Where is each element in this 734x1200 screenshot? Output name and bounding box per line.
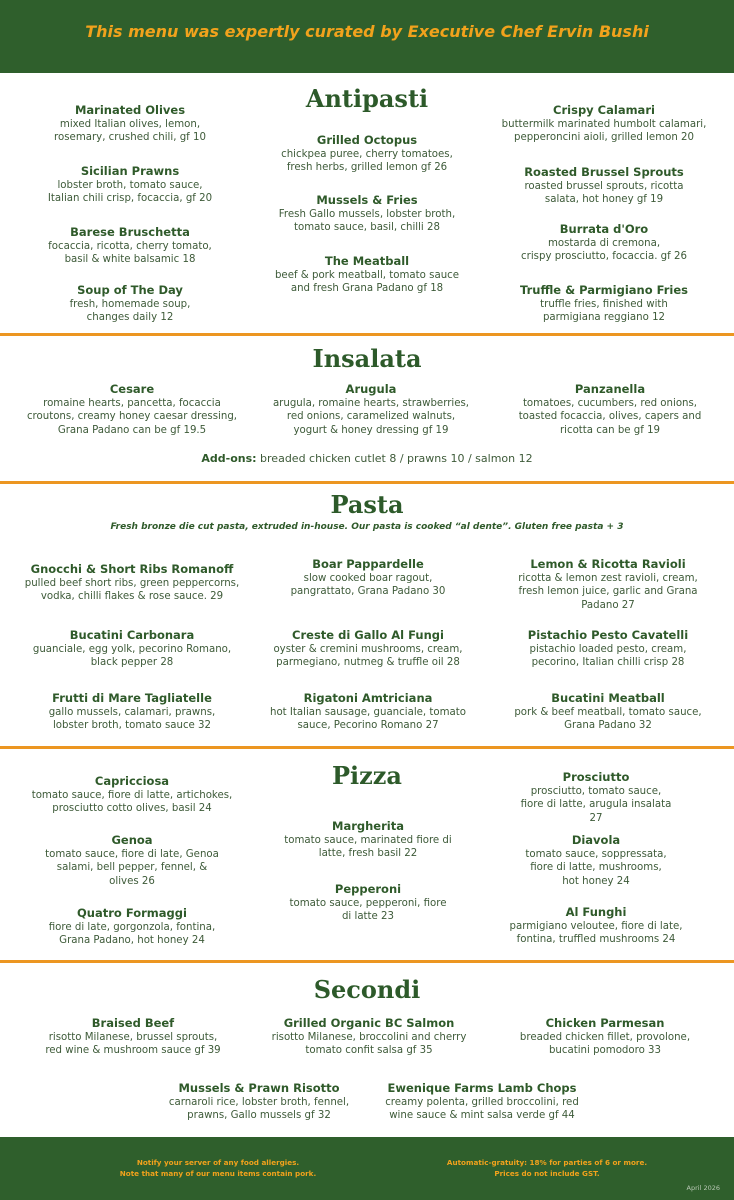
section-title-secondi: Secondi — [313, 975, 421, 1004]
item-name: Barese Bruschetta — [70, 225, 190, 239]
menu-item — [252, 254, 482, 296]
item-desc: buttermilk marinated humbolt calamari, pepperoncini aioli, grilled lemon 20 — [501, 119, 707, 144]
item-name: Bucatini Meatball — [551, 691, 665, 705]
addons-line — [0, 452, 734, 465]
menu-item — [12, 562, 252, 604]
menu-item — [136, 1081, 382, 1123]
item-name: Creste di Gallo Al Fungi — [292, 628, 444, 642]
item-desc: fiore di late, gorgonzola, fontina, Grana Padano, hot honey 24 — [48, 922, 216, 947]
item-name: Chicken Parmesan — [545, 1016, 665, 1030]
item-desc: tomato sauce, marinated fiore di latte, fresh basil 22 — [284, 835, 452, 860]
item-desc: mostarda di cremona, crispy prosciutto, focaccia. gf 26 — [521, 238, 687, 263]
item-name: Grilled Octopus — [316, 133, 418, 147]
item-desc: tomato sauce, soppressata, fiore di latte, mushrooms, hot honey 24 — [525, 849, 667, 887]
item-name: Boar Pappardelle — [312, 557, 424, 571]
menu-item — [252, 193, 482, 235]
pasta-note: Fresh bronze die cut pasta, extruded in-house. Our pasta is cooked “al dente”. Gluten free pasta + 3 — [110, 522, 624, 532]
section-title-antipasti: Antipasti — [305, 84, 429, 113]
menu-item — [18, 1016, 248, 1058]
item-desc: pulled beef short ribs, green peppercorns, vodka, chilli flakes & rose sauce. 29 — [24, 578, 240, 603]
item-desc: arugula, romaine hearts, strawberries, red onions, caramelized walnuts, yogurt & honey dressing gf 19 — [272, 398, 470, 436]
menu-item — [12, 382, 252, 437]
item-name: Cesare — [109, 382, 155, 396]
item-desc: roasted brussel sprouts, ricotta salata, hot honey gf 19 — [524, 181, 684, 206]
item-desc: romaine hearts, pancetta, focaccia croutons, creamy honey caesar dressing, Grana Padano can be gf 19.5 — [26, 398, 238, 436]
section-title-pizza: Pizza — [332, 761, 402, 790]
addons-text: breaded chicken cutlet 8 / prawns 10 / salmon 12 — [260, 452, 533, 465]
item-name: Panzanella — [574, 382, 646, 396]
item-name: Grilled Organic BC Salmon — [283, 1016, 455, 1030]
item-desc: fresh, homemade soup, changes daily 12 — [69, 299, 191, 324]
item-name: Diavola — [571, 833, 621, 847]
item-desc: gallo mussels, calamari, prawns, lobster broth, tomato sauce 32 — [48, 707, 216, 732]
item-name: Ewenique Farms Lamb Chops — [387, 1081, 577, 1095]
gratuity-notice: Automatic-gratuity: 18% for parties of 6 or more. Prices do not include GST. — [446, 1158, 648, 1178]
section-title-pasta: Pasta — [330, 490, 404, 519]
menu-item — [492, 628, 724, 670]
allergy-notice: Notify your server of any food allergies. Note that many of our menu items contain pork. — [119, 1158, 317, 1178]
item-name: Sicilian Prawns — [80, 164, 180, 178]
section-divider — [0, 481, 734, 484]
header-banner — [0, 0, 734, 73]
menu-item — [364, 1081, 600, 1123]
footer-banner — [0, 1137, 734, 1200]
item-name: Mussels & Prawn Risotto — [178, 1081, 340, 1095]
menu-item — [490, 1016, 720, 1058]
item-name: Mussels & Fries — [316, 193, 418, 207]
item-desc: ricotta & lemon zest ravioli, cream, fresh lemon juice, garlic and Grana Padano 27 — [518, 573, 698, 611]
item-name: Braised Beef — [91, 1016, 175, 1030]
menu-item — [20, 225, 240, 267]
section-divider — [0, 960, 734, 963]
item-desc: slow cooked boar ragout, pangrattato, Grana Padano 30 — [290, 573, 446, 598]
item-name: Genoa — [111, 833, 153, 847]
item-desc: Fresh Gallo mussels, lobster broth, tomato sauce, basil, chilli 28 — [278, 209, 456, 234]
menu-item — [492, 557, 724, 612]
menu-item — [490, 905, 702, 947]
item-name: Quatro Formaggi — [77, 906, 187, 920]
item-name: The Meatball — [324, 254, 410, 268]
item-name: Soup of The Day — [77, 283, 183, 297]
menu-item — [254, 691, 482, 733]
menu-item — [272, 882, 464, 924]
item-desc: pistachio loaded pesto, cream, pecorino, Italian chilli crisp 28 — [529, 644, 687, 669]
item-name: Crispy Calamari — [553, 103, 655, 117]
item-desc: tomatoes, cucumbers, red onions, toasted focaccia, olives, capers and ricotta can be gf 19 — [518, 398, 702, 436]
item-name: Lemon & Ricotta Ravioli — [530, 557, 686, 571]
item-desc: mixed Italian olives, lemon, rosemary, crushed chili, gf 10 — [54, 119, 206, 144]
menu-item — [488, 222, 720, 264]
item-name: Pistachio Pesto Cavatelli — [527, 628, 689, 642]
item-desc: creamy polenta, grilled broccolini, red wine sauce & mint salsa verde gf 44 — [385, 1097, 579, 1122]
item-name: Prosciutto — [562, 770, 630, 784]
menu-item — [20, 164, 240, 206]
item-desc: pork & beef meatball, tomato sauce, Grana Padano 32 — [514, 707, 702, 732]
menu-item — [252, 133, 482, 175]
header-text: This menu was expertly curated by Executive Chef Ervin Bushi — [85, 22, 649, 41]
menu-item — [254, 1016, 484, 1058]
menu-item — [494, 382, 726, 437]
item-desc: tomato sauce, fiore di latte, artichokes, prosciutto cotto olives, basil 24 — [31, 790, 233, 815]
item-desc: parmigiano veloutee, fiore di late, fontina, truffled mushrooms 24 — [509, 921, 683, 946]
section-divider — [0, 333, 734, 336]
item-name: Frutti di Mare Tagliatelle — [52, 691, 212, 705]
section-title-insalata: Insalata — [312, 344, 422, 373]
item-name: Arugula — [345, 382, 397, 396]
item-desc: risotto Milanese, brussel sprouts, red wine & mushroom sauce gf 39 — [45, 1032, 221, 1057]
item-desc: lobster broth, tomato sauce, Italian chili crisp, focaccia, gf 20 — [47, 180, 213, 205]
menu-item — [254, 628, 482, 670]
item-desc: guanciale, egg yolk, pecorino Romano, black pepper 28 — [32, 644, 232, 669]
menu-item — [272, 819, 464, 861]
menu-item — [30, 833, 234, 888]
item-desc: tomato sauce, fiore di late, Genoa salami, bell pepper, fennel, & olives 26 — [45, 849, 219, 887]
item-desc: truffle fries, finished with parmigiana reggiano 12 — [540, 299, 668, 324]
menu-item — [12, 774, 252, 816]
menu-item — [488, 283, 720, 325]
item-name: Roasted Brussel Sprouts — [524, 165, 684, 179]
section-divider — [0, 746, 734, 749]
item-desc: carnaroli rice, lobster broth, fennel, prawns, Gallo mussels gf 32 — [168, 1097, 350, 1122]
item-name: Pepperoni — [334, 882, 402, 896]
item-name: Marinated Olives — [74, 103, 186, 117]
menu-date: April 2026 — [686, 1184, 720, 1192]
item-name: Truffle & Parmigiano Fries — [520, 283, 688, 297]
menu-item — [488, 165, 720, 207]
item-name: Burrata d'Oro — [559, 222, 649, 236]
menu-item — [256, 382, 486, 437]
menu-item — [12, 691, 252, 733]
item-name: Capricciosa — [94, 774, 170, 788]
item-desc: prosciutto, tomato sauce, fiore di latte, arugula insalata 27 — [520, 786, 672, 824]
item-name: Margherita — [332, 819, 404, 833]
item-name: Al Funghi — [565, 905, 627, 919]
item-desc: beef & pork meatball, tomato sauce and fresh Grana Padano gf 18 — [274, 270, 460, 295]
menu-item — [496, 833, 696, 888]
addons-label: Add-ons: — [201, 452, 257, 465]
item-desc: breaded chicken fillet, provolone, bucatini pomodoro 33 — [519, 1032, 691, 1057]
item-name: Bucatini Carbonara — [69, 628, 195, 642]
menu-item — [20, 283, 240, 325]
item-desc: focaccia, ricotta, cherry tomato, basil & white balsamic 18 — [48, 241, 212, 266]
item-name: Gnocchi & Short Ribs Romanoff — [30, 562, 234, 576]
item-name: Rigatoni Amtriciana — [303, 691, 433, 705]
menu-item — [12, 628, 252, 670]
item-desc: risotto Milanese, broccolini and cherry tomato confit salsa gf 35 — [271, 1032, 467, 1057]
menu-item — [492, 691, 724, 733]
item-desc: chickpea puree, cherry tomatoes, fresh herbs, grilled lemon gf 26 — [281, 149, 453, 174]
menu-item — [30, 906, 234, 948]
menu-item — [496, 770, 696, 825]
item-desc: oyster & cremini mushrooms, cream, parmegiano, nutmeg & truffle oil 28 — [273, 644, 463, 669]
item-desc: tomato sauce, pepperoni, fiore di latte 23 — [289, 898, 447, 923]
item-desc: hot Italian sausage, guanciale, tomato sauce, Pecorino Romano 27 — [269, 707, 467, 732]
menu-item — [20, 103, 240, 145]
menu-item — [254, 557, 482, 599]
menu-item — [488, 103, 720, 145]
